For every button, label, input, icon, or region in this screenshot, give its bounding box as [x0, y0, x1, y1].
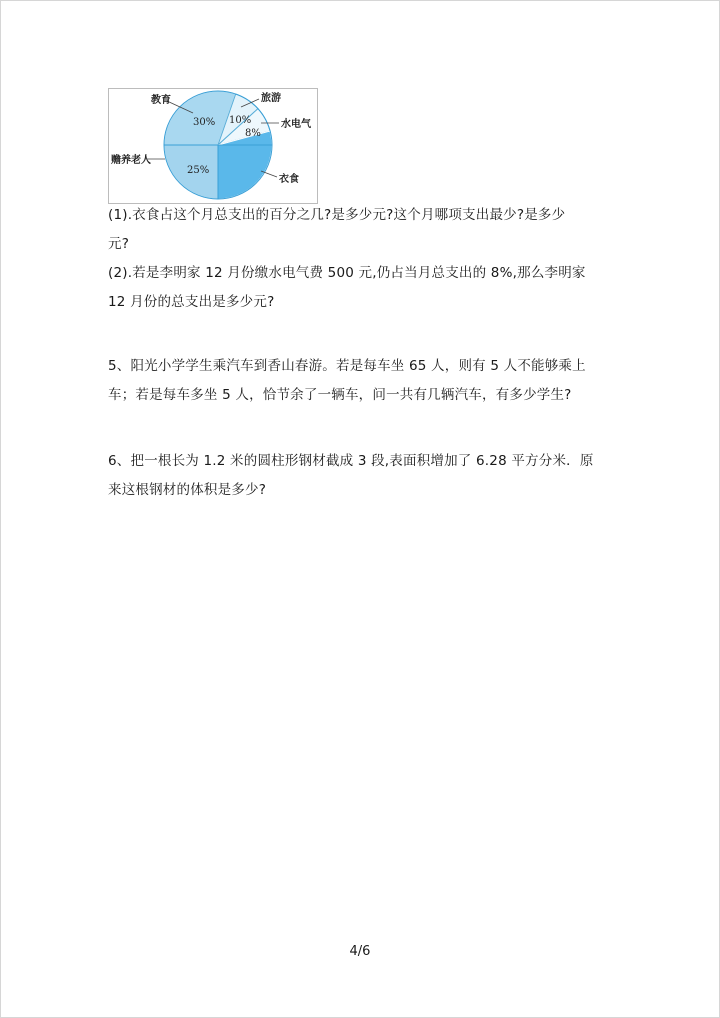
label-elder-support: 赡养老人: [111, 155, 151, 166]
q4-part1-line1: (1).衣食占这个月总支出的百分之几?是多少元?这个月哪项支出最少?是多少: [108, 207, 566, 223]
pie-chart-figure: [108, 88, 318, 204]
q4-part2-line1: (2).若是李明家 12 月份缴水电气费 500 元,仍占当月总支出的 8%,那么李明家: [108, 265, 586, 281]
pie-chart: [109, 89, 317, 203]
label-utilities: 水电气: [281, 119, 311, 130]
q4-part2-line2: 12 月份的总支出是多少元?: [108, 294, 275, 310]
q5-line2: 车；若是每车多坐 5 人，恰节余了一辆车，问一共有几辆汽车，有多少学生?: [108, 387, 572, 403]
q5-line1: 5、阳光小学学生乘汽车到香山春游。若是每车坐 65 人，则有 5 人不能够乘上: [108, 358, 586, 374]
label-education: 教育: [151, 95, 171, 106]
percent-travel: 10%: [229, 115, 252, 126]
page-number: 4/6: [349, 944, 371, 959]
percent-utilities: 8%: [245, 128, 261, 139]
q6-line2: 来这根钢材的体积是多少?: [108, 482, 267, 498]
percent-education: 30%: [193, 117, 216, 128]
q4-part1-line2: 元?: [108, 236, 130, 252]
percent-elder-support: 25%: [187, 165, 210, 176]
q6-line1: 6、把一根长为 1.2 米的圆柱形钢材截成 3 段,表面积增加了 6.28 平方分米．原: [108, 453, 594, 469]
label-travel: 旅游: [261, 93, 281, 104]
label-food-clothing: 衣食: [279, 174, 299, 185]
